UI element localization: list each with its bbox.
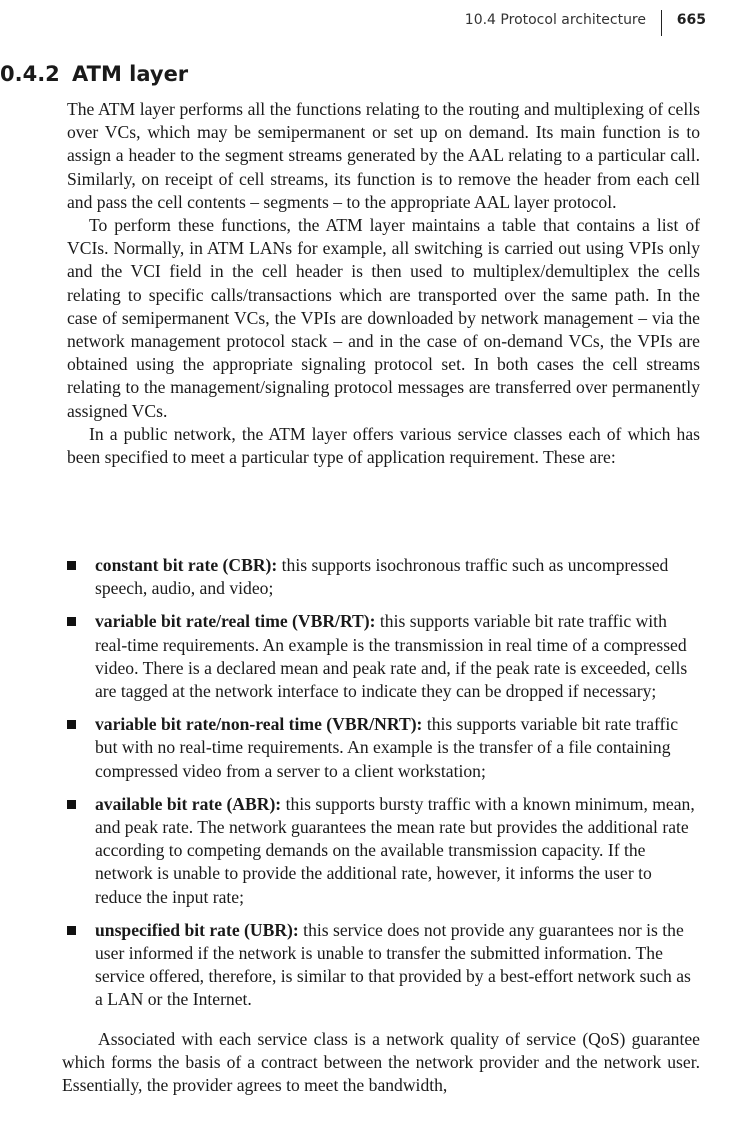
section-heading bbox=[0, 62, 188, 86]
list-item-term: unspecified bit rate (UBR): bbox=[95, 919, 299, 940]
list-item bbox=[67, 919, 700, 1012]
list-item-text: this supports variable bit rate traffic but with no real-time requirements. An example is the transfer of a file containing compressed video from a server to a client workstation; bbox=[95, 714, 679, 781]
paragraph: The ATM layer performs all the functions relating to the routing and multiplexing of cells over VCs, which may be semipermanent or set up on demand. Its main function is to assign a header to the segment streams generated by the AAL relating to a particular call. Similarly, on receipt of cell streams, its function is to remove the header from each cell and pass the cell contents – segments – to the appropriate AAL layer protocol. bbox=[67, 99, 700, 212]
page-number: 665 bbox=[676, 12, 706, 28]
square-bullet-icon bbox=[67, 926, 76, 935]
service-class-list bbox=[67, 554, 700, 1022]
square-bullet-icon bbox=[67, 617, 76, 626]
list-item-text: this service does not provide any guarantees nor is the user informed if the network is unable to transfer the submitted information. The service offered, therefore, is similar to that provided by a best-effort network such as a LAN or the Internet. bbox=[95, 919, 691, 1010]
paragraph: In a public network, the ATM layer offers various service classes each of which has been specified to meet a particular type of application requirement. These are: bbox=[67, 423, 700, 468]
list-item-text: this supports isochronous traffic such as uncompressed speech, audio, and video; bbox=[95, 555, 669, 599]
header-divider bbox=[661, 10, 662, 36]
square-bullet-icon bbox=[67, 720, 76, 729]
square-bullet-icon bbox=[67, 561, 76, 570]
list-item bbox=[67, 610, 700, 703]
list-item-text: this supports variable bit rate traffic with real-time requirements. An example is the transmission in real time of a compressed video. There is a declared mean and peak rate and, if the peak rate is exceeded, cells are tagged at the network interface to indicate they can be dropped if necessary; bbox=[95, 611, 688, 702]
section-title: ATM layer bbox=[72, 62, 189, 86]
list-item-term: variable bit rate/non-real time (VBR/NRT): bbox=[95, 714, 423, 735]
list-item bbox=[67, 554, 700, 600]
list-item-term: constant bit rate (CBR): bbox=[95, 555, 278, 575]
list-item-term: available bit rate (ABR): bbox=[95, 793, 282, 814]
closing-paragraph: Associated with each service class is a network quality of service (QoS) guarantee which forms the basis of a contract between the network provider and the network user. Essentially, the provider agrees to meet the bandwidth, bbox=[62, 1029, 700, 1096]
running-head: 10.4 Protocol architecture bbox=[464, 12, 646, 28]
square-bullet-icon bbox=[67, 800, 76, 809]
list-item bbox=[67, 793, 700, 909]
section-number: 0.4.2 bbox=[0, 62, 60, 86]
paragraph: To perform these functions, the ATM layer maintains a table that contains a list of VCIs. Normally, in ATM LANs for example, all switching is carried out using VPIs only and the VCI field in the cell header is then used to multiplex/demultiplex the cells relating to specific calls/transactions which are transported over the same path. In the case of semipermanent VCs, the VPIs are downloaded by network management – via the network management protocol stack – and in the case of on-demand VCs, the VPIs are obtained using the appropriate signaling protocol set. In both cases the cell streams relating to the management/signaling protocol messages are transferred over permanently assigned VCs. bbox=[67, 215, 700, 421]
list-item-term: variable bit rate/real time (VBR/RT): bbox=[95, 611, 376, 632]
list-item-text: this supports bursty traffic with a known minimum, mean, and peak rate. The network guarantees the mean rate but provides the additional rate according to competing demands on the available transmission capacity. If the network is unable to provide the additional rate, however, it informs the user to reduce the input rate; bbox=[95, 793, 695, 907]
list-item bbox=[67, 713, 700, 783]
body-text bbox=[67, 98, 700, 469]
page-header bbox=[0, 10, 750, 38]
